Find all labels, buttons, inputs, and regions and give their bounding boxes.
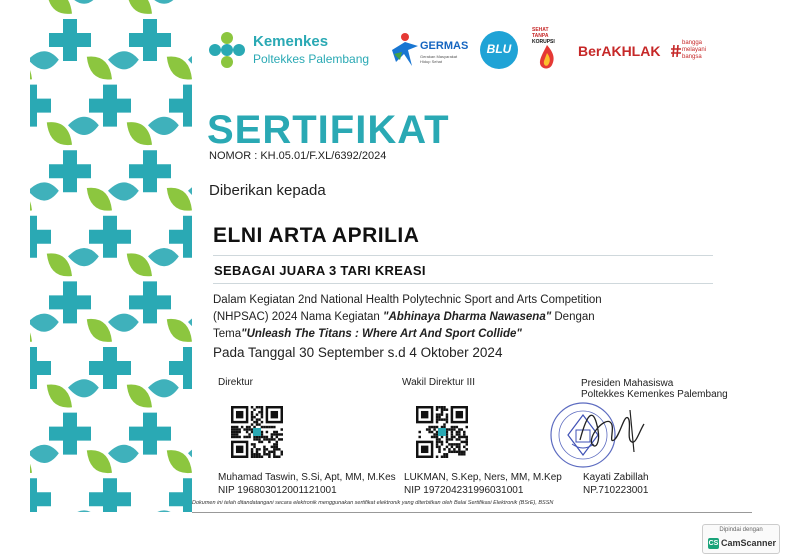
signer-2-role: Wakil Direktur III [402,377,475,388]
pattern-cross [49,19,91,61]
pattern-leaf [47,253,72,276]
event-name: "Abhinaya Dharma Nawasena" [383,311,552,323]
pattern-petal [30,51,59,69]
pattern-petal [108,51,139,69]
pattern-cross [30,347,51,389]
signer-3-role [581,378,728,400]
description [213,292,733,343]
pattern-petal [68,510,99,512]
signer-2-name: LUKMAN, S.Kep, Ners, MM, M.Kep [404,472,562,483]
pattern-cross [30,85,51,127]
pattern-petal [148,248,179,266]
desc-line2-a: (NHPSAC) 2024 Nama Kegiatan [213,311,384,323]
signer-3-nip: NP.710223001 [583,485,649,496]
pattern-petal [148,117,179,135]
pattern-cross [89,85,131,127]
pattern-petal [68,379,99,397]
signer-3-name: Kayati Zabillah [583,472,649,483]
signer-2-qr-code [416,406,468,458]
germas-logo [390,30,470,70]
pattern-cross [49,281,91,323]
sehat-tanpa-korupsi-logo [532,27,560,73]
award-title: SEBAGAI JUARA 3 TARI KREASI [214,263,426,278]
pattern-leaf [87,57,112,80]
pattern-cross [169,478,192,512]
footer-note: Dokumen ini telah ditandatangani secara elektronik menggunakan sertifikat elektronik yang diterbitkan oleh Balai Sertifikasi Elektronik (BSrE), BSSN [192,500,554,506]
hashtag-icon [671,45,681,57]
bangga-line1: bangga [682,40,703,46]
pattern-petal [68,117,99,135]
signer-3-role-line2: Poltekkes Kemenkes Palembang [581,389,728,400]
pattern-cross [129,281,171,323]
pattern-petal [108,182,139,200]
desc-line3-a: Tema [213,328,242,340]
signer-1-qr-code [231,406,283,458]
description-line2 [213,309,733,326]
pattern-cross [89,347,131,389]
pattern-petal [30,314,59,332]
pattern-petal [68,248,99,266]
kemenkes-name: Kemenkes [253,33,329,50]
award-divider [213,283,713,284]
camscanner-logo-icon: CS [708,540,719,547]
camscanner-badge [702,524,780,554]
pattern-petal [188,445,192,463]
bangga-line3: bangsa [682,54,702,60]
pattern-cross [89,478,131,512]
footer-divider [192,512,752,513]
pattern-leaf [127,0,152,14]
pattern-petal [188,182,192,200]
pattern-cross [89,216,131,258]
pattern-petal [108,314,139,332]
pattern-cross [129,413,171,455]
pattern-leaf [87,319,112,342]
handwritten-signature [570,400,650,460]
sehat-text: SEHAT [532,27,549,33]
event-date: Pada Tanggal 30 September s.d 4 Oktober 2024 [213,345,503,360]
pattern-cross [30,478,51,512]
kemenkes-subname: Poltekkes Palembang [253,52,370,66]
germas-figure-icon [390,32,420,68]
pattern-leaf [167,450,192,473]
signer-2-nip: NIP 197204231996031001 [404,485,524,496]
pattern-leaf [47,0,72,14]
bangga-text [682,40,706,61]
flame-icon [536,45,558,71]
desc-line2-c: Dengan [551,311,595,323]
signer-3-role-line1: Presiden Mahasiswa [581,378,674,389]
blu-logo [480,31,518,69]
recipient-divider [213,255,713,256]
pattern-leaf [127,253,152,276]
description-line3 [213,326,733,343]
germas-text: GERMAS [420,40,469,52]
pattern-petal [148,0,179,4]
pattern-petal [30,445,59,463]
signer-1-nip: NIP 196803012001121001 [218,485,337,496]
pattern-leaf [167,57,192,80]
bangga-line2: melayani [682,47,707,53]
signer-1-name: Muhamad Taswin, S.Si, Apt, MM, M.Kes [218,472,396,483]
pattern-petal [148,379,179,397]
pattern-petal [68,0,99,4]
pattern-leaf [167,319,192,342]
camscanner-name: CamScanner [721,538,777,548]
pattern-leaf [47,122,72,145]
pattern-petal [30,182,59,200]
pattern-petal [188,314,192,332]
pattern-leaf [127,385,152,408]
given-to-label: Diberikan kepada [209,182,326,199]
pattern-petal [188,51,192,69]
pattern-leaf [87,188,112,211]
certificate-number: NOMOR : KH.05.01/F.XL/6392/2024 [209,150,387,162]
berakhlak-logo [578,40,713,64]
description-line1: Dalam Kegiatan 2nd National Health Polytechnic Sport and Arts Competition [213,294,602,306]
recipient-name: ELNI ARTA APRILIA [213,224,420,247]
pattern-cross [49,413,91,455]
berakhlak-text: BerAKHLAK [578,43,661,59]
pattern-cross [49,150,91,192]
event-theme: "Unleash The Titans : Where Art And Sport Collide" [241,328,522,340]
kemenkes-logo [207,30,382,70]
korupsi-text: KORUPSI [532,39,555,45]
pattern-petal [148,510,179,512]
pattern-cross [30,216,51,258]
germas-subtext: Gerakan Masyarakat Hidup Sehat [420,54,458,64]
pattern-leaf [47,385,72,408]
camscanner-caption: Dipindai dengan [719,527,763,533]
pattern-cross [129,150,171,192]
tanpa-text: TANPA [532,33,549,39]
blu-text: BLU [486,42,512,56]
pattern-cross [129,19,171,61]
decorative-pattern [30,0,192,512]
pattern-leaf [127,122,152,145]
pattern-leaf [87,450,112,473]
pattern-leaf [167,188,192,211]
signer-1-role: Direktur [218,377,254,388]
certificate-title: SERTIFIKAT [207,108,450,152]
kemenkes-emblem-icon [207,30,247,70]
pattern-petal [108,445,139,463]
